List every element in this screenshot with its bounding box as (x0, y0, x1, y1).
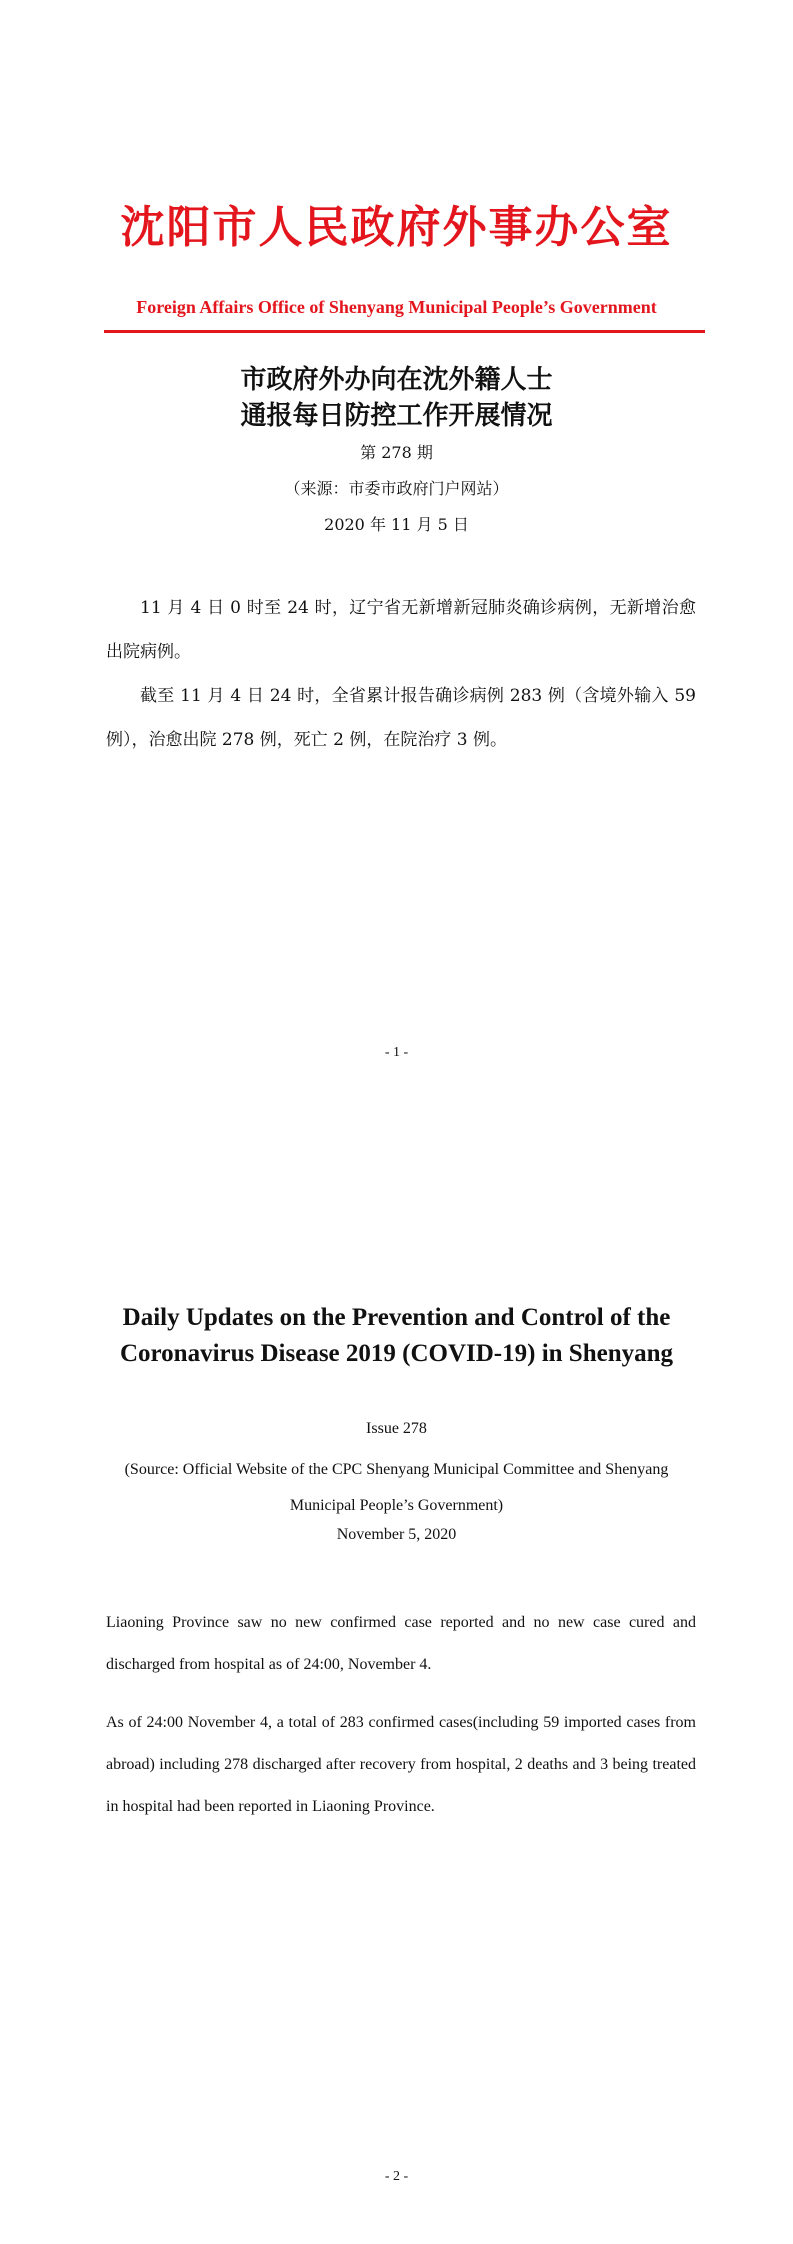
page-number: - 2 - (384, 2169, 409, 2184)
paragraph: Liaoning Province saw no new confirmed case reported and no new case cured and discharged from hospital as of 24:00, November 4. (106, 1614, 696, 1673)
title-line-2: 通报每日防控工作开展情况 (240, 401, 553, 431)
document-page-2 (0, 1122, 793, 2244)
page-title-english: Daily Updates on the Prevention and Control of the Coronavirus Disease 2019 (COVID-19) in Shenyang (119, 1304, 674, 1367)
date-line-english: November 5, 2020 (336, 1526, 457, 1543)
letterhead-english: Foreign Affairs Office of Shenyang Municipal People’s Government (136, 297, 657, 317)
page-title-chinese (0, 362, 793, 434)
source-line-chinese: （来源：市委市政府门户网站） (284, 479, 509, 498)
page-number: - 1 - (384, 1045, 409, 1060)
paragraph: As of 24:00 November 4, a total of 283 confirmed cases(including 59 imported cases from abroad) including 278 discharged after recovery from hospital, 2 deaths and 3 being treated in hospital had been reported in Liaoning Province. (106, 1714, 696, 1815)
body-text-chinese (106, 586, 696, 762)
body-text-english (106, 1602, 696, 1844)
source-line-english: (Source: Official Website of the CPC Shenyang Municipal Committee and Shenyang Municipal People’s Government) (124, 1461, 669, 1514)
paragraph: 11 月 4 日 0 时至 24 时，辽宁省无新增新冠肺炎确诊病例，无新增治愈出院病例。 (106, 598, 696, 662)
letterhead-divider (104, 330, 705, 333)
issue-number-english: Issue 278 (366, 1420, 427, 1437)
paragraph: 截至 11 月 4 日 24 时，全省累计报告确诊病例 283 例（含境外输入 59 例），治愈出院 278 例，死亡 2 例，在院治疗 3 例。 (106, 686, 696, 750)
date-line-chinese: 2020 年 11 月 5 日 (324, 515, 469, 534)
letterhead-chinese: 沈阳市人民政府外事办公室 (120, 202, 673, 253)
title-line-1: 市政府外办向在沈外籍人士 (240, 365, 553, 395)
issue-number-chinese: 第 278 期 (360, 443, 433, 462)
